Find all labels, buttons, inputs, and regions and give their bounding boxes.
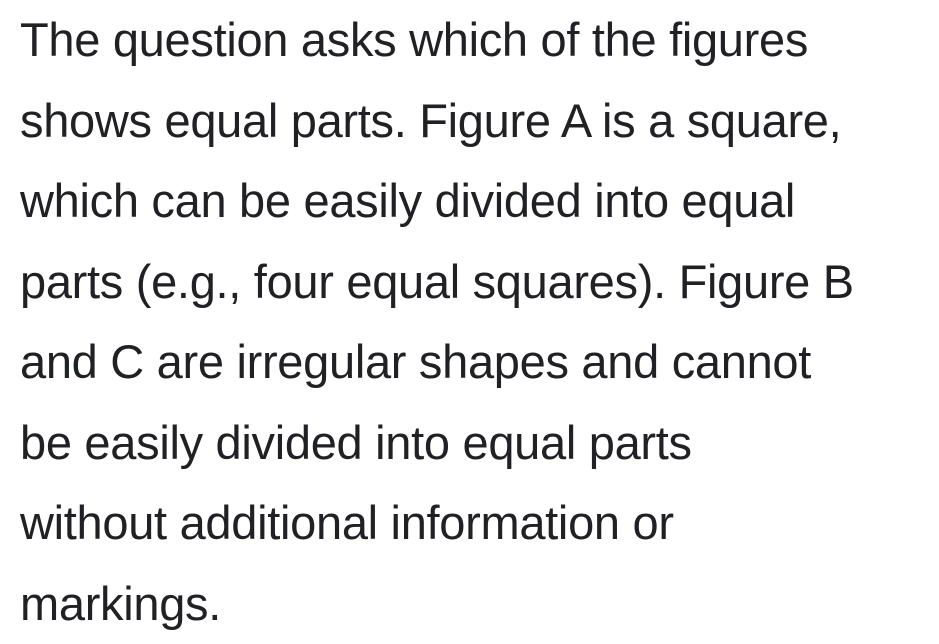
answer-paragraph (20, 0, 935, 644)
answer-line: and C are irregular shapes and cannot (20, 322, 935, 403)
answer-line: parts (e.g., four equal squares). Figure B (20, 242, 935, 323)
answer-line: markings. (20, 564, 935, 644)
answer-line: without additional information or (20, 483, 935, 564)
answer-line: which can be easily divided into equal (20, 161, 935, 242)
answer-line: The question asks which of the figures (20, 0, 935, 81)
answer-line: shows equal parts. Figure A is a square, (20, 81, 935, 162)
answer-line: be easily divided into equal parts (20, 403, 935, 484)
